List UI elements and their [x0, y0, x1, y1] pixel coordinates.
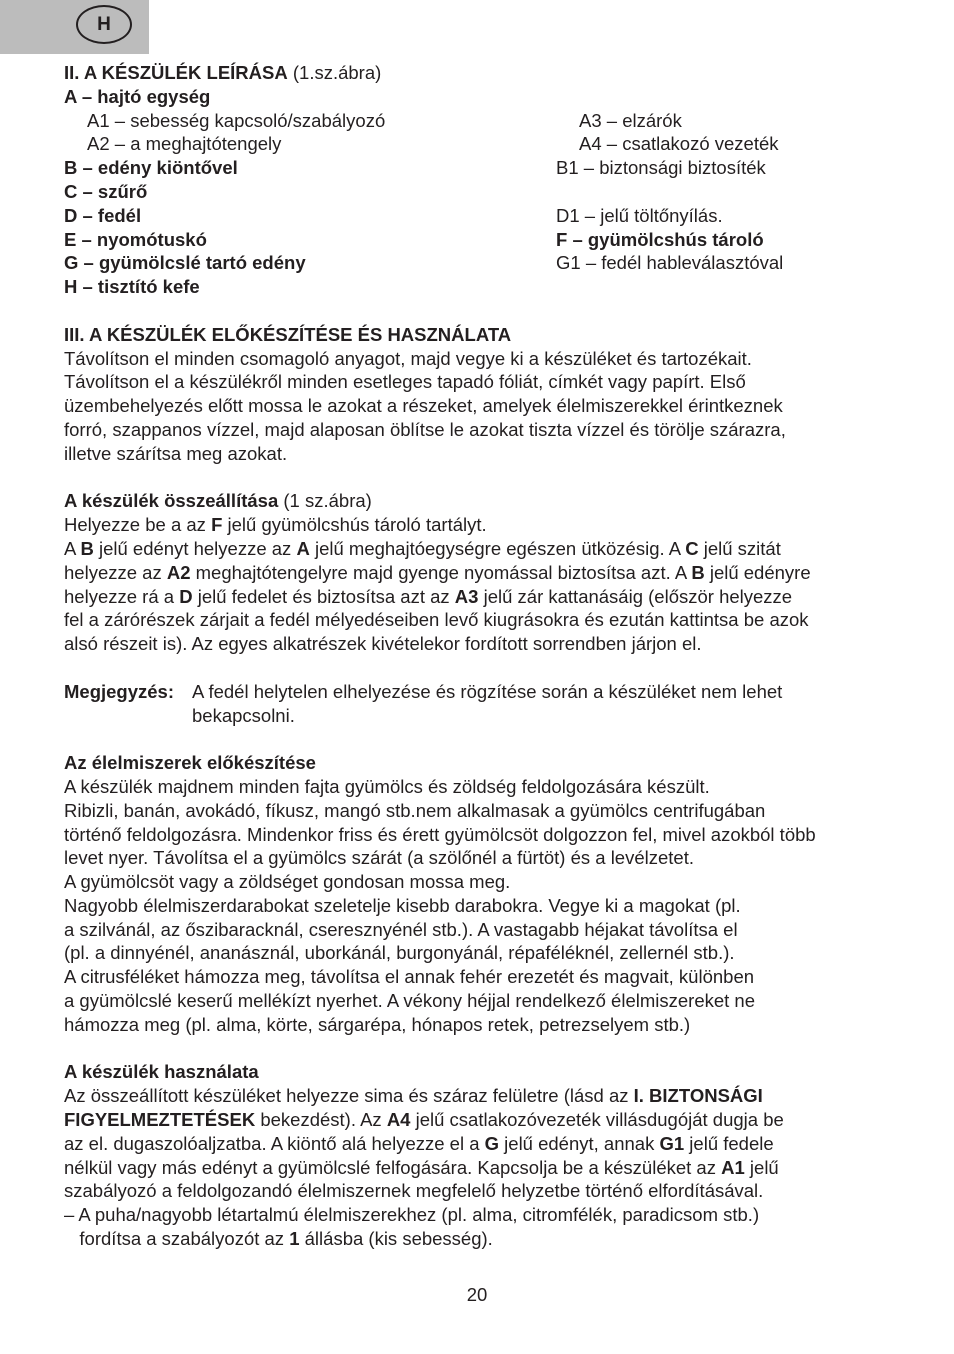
food-prep-line: a szilvánál, az őszibaracknál, cseresznyénél stb.). A vastagabb héjakat távolítsa el — [64, 918, 738, 940]
part-label-left: A2 – a meghajtótengely — [87, 133, 282, 155]
part-label-right: B1 – biztonsági biztosíték — [556, 157, 766, 179]
food-prep-line: a gyümölcslé keserű mellékízt nyerhet. A vékony héjjal rendelkező élelmiszereket ne — [64, 990, 756, 1012]
part-label-left: A – hajtó egység — [64, 85, 211, 107]
text-segment: jelű edényre — [704, 561, 811, 583]
section3-line: üzembehelyezés előtt mossa le azokat a részeket, amelyek élelmiszerekkel érintkeznek — [64, 395, 783, 417]
page-number: 20 — [466, 1284, 488, 1305]
bold-ref: A2 — [166, 561, 191, 583]
text-segment: jelű szitát — [698, 537, 781, 559]
food-prep-paragraph — [64, 775, 904, 1037]
text-segment: fel a zárórészek zárjait a fedél mélyedéseiben levő kiugrásokra és ezután kattintsa be azok — [64, 609, 809, 631]
text-segment: helyezze az — [64, 561, 167, 583]
parts-row — [64, 180, 904, 204]
text-segment: bekezdést). Az — [255, 1109, 387, 1131]
parts-row — [64, 204, 904, 228]
part-label-left: E – nyomótuskó — [64, 228, 207, 250]
text-segment: jelű zár kattanásáig (először helyezze — [478, 585, 793, 607]
usage-line — [64, 1132, 904, 1156]
assembly-line — [64, 561, 904, 585]
text-segment: jelű edényt helyezze az — [93, 537, 297, 559]
text-segment: nélkül vagy más edényt a gyümölcslé felfogására. Kapcsolja be a készüléket az — [64, 1156, 722, 1178]
bold-ref: 1 — [289, 1228, 300, 1250]
parts-list — [64, 85, 904, 299]
note-line: A fedél helytelen elhelyezése és rögzítése során a készüléket nem lehet — [192, 680, 783, 702]
bold-ref: I. BIZTONSÁGI — [633, 1085, 763, 1107]
usage-paragraph — [64, 1084, 904, 1251]
bold-ref: F — [211, 514, 223, 536]
section3-line: Távolítson el minden csomagoló anyagot, majd vegye ki a készüléket és tartozékait. — [64, 347, 752, 369]
assembly-line — [64, 585, 904, 609]
usage-title: A készülék használata — [64, 1061, 259, 1083]
text-segment: jelű edényt, annak — [499, 1132, 660, 1154]
part-label-left: H – tisztító kefe — [64, 276, 200, 298]
usage-line — [64, 1084, 904, 1108]
part-label-right: A4 – csatlakozó vezeték — [579, 133, 779, 155]
part-label-left: G – gyümölcslé tartó edény — [64, 252, 306, 274]
bold-ref: A3 — [454, 585, 479, 607]
text-segment: jelű fedele — [684, 1132, 774, 1154]
section2-title — [64, 61, 904, 85]
usage-line — [64, 1179, 904, 1203]
food-prep-line: levet nyer. Távolítsa el a gyümölcs szárát (a szölőnél a fürtöt) és a levélzetet. — [64, 847, 694, 869]
section3-paragraph — [64, 347, 904, 466]
part-label-right: F – gyümölcshús tároló — [556, 228, 764, 250]
note-label: Megjegyzés: — [64, 680, 175, 702]
section2-title-text: II. A KÉSZÜLÉK LEÍRÁSA — [64, 62, 288, 83]
bold-ref: A1 — [721, 1156, 745, 1178]
food-prep-line: történő feldolgozásra. Mindenkor friss és érett gyümölcsöt dolgozzon fel, mivel azokból több — [64, 823, 816, 845]
text-segment: alsó részeit is). Az egyes alkatrészek kivételekor fordított sorrendben járjon el. — [64, 633, 702, 655]
parts-row — [64, 275, 904, 299]
section2-title-ref: (1.sz.ábra) — [287, 62, 382, 83]
food-prep-line: A citrusféléket hámozza meg, távolítsa el annak fehér erezetét és magvait, különben — [64, 966, 755, 988]
bold-ref: FIGYELMEZTETÉSEK — [64, 1109, 256, 1131]
parts-row — [64, 228, 904, 252]
usage-line — [64, 1156, 904, 1180]
bold-ref: G1 — [659, 1132, 685, 1154]
usage-line — [64, 1108, 904, 1132]
bold-ref: B — [80, 537, 94, 559]
text-segment: jelű csatlakozóvezeték villásdugóját dugja be — [410, 1109, 784, 1131]
usage-line — [64, 1203, 904, 1227]
assembly-line — [64, 537, 904, 561]
food-prep-line: (pl. a dinnyénél, ananásznál, uborkánál, burgonyánál, répaféléknél, zellernél stb.). — [64, 942, 735, 964]
food-prep-line: A készülék majdnem minden fajta gyümölcs és zöldség feldolgozására készült. — [64, 775, 710, 797]
food-prep-title: Az élelmiszerek előkészítése — [64, 752, 316, 774]
language-tab — [0, 0, 149, 54]
part-label-right: G1 – fedél hableválasztóval — [556, 252, 784, 274]
text-segment: Az összeállított készüléket helyezze sima és száraz felületre (lásd az — [64, 1085, 634, 1107]
bold-ref: A — [296, 537, 310, 559]
page-content — [64, 61, 904, 1251]
parts-row — [64, 85, 904, 109]
part-label-left: A1 – sebesség kapcsoló/szabályozó — [87, 109, 386, 131]
text-segment: – A puha/nagyobb létartalmú élelmiszerekhez (pl. alma, citromfélék, paradicsom stb.) — [64, 1204, 760, 1226]
part-label-right: A3 – elzárók — [579, 109, 682, 131]
bold-ref: D — [179, 585, 193, 607]
text-segment: jelű fedelet és biztosítsa azt az — [192, 585, 455, 607]
parts-row — [64, 251, 904, 275]
assembly-title — [64, 489, 904, 513]
text-segment: jelű meghajtóegységre egészen ütközésig. A — [309, 537, 686, 559]
bold-ref: A4 — [386, 1109, 411, 1131]
assembly-line — [64, 513, 904, 537]
text-segment: fordítsa a szabályozót az — [64, 1228, 290, 1250]
assembly-line — [64, 608, 904, 632]
bold-ref: B — [691, 561, 705, 583]
parts-row — [64, 132, 904, 156]
bold-ref: G — [484, 1132, 500, 1154]
assembly-paragraph — [64, 513, 904, 656]
food-prep-line: hámozza meg (pl. alma, körte, sárgarépa, hónapos retek, petrezselyem stb.) — [64, 1013, 691, 1035]
assembly-title-text: A készülék összeállítása — [64, 490, 279, 512]
part-label-left: D – fedél — [64, 204, 142, 226]
assembly-title-ref: (1 sz.ábra) — [278, 490, 372, 512]
text-segment: A — [64, 537, 81, 559]
food-prep-line: A gyümölcsöt vagy a zöldséget gondosan mossa meg. — [64, 871, 511, 893]
food-prep-line: Ribizli, banán, avokádó, fíkusz, mangó stb.nem alkalmasak a gyümölcs centrifugában — [64, 799, 766, 821]
text-segment: az el. dugaszolóaljzatba. A kiöntő alá helyezze el a — [64, 1132, 485, 1154]
note-line: bekapcsolni. — [192, 704, 295, 726]
part-label-right: D1 – jelű töltőnyílás. — [556, 204, 723, 226]
parts-row — [64, 156, 904, 180]
assembly-line — [64, 632, 904, 656]
text-segment: szabályozó a feldolgozandó élelmiszernek megfelelő helyzetbe történő elfordításával. — [64, 1180, 764, 1202]
text-segment: Helyezze be a az — [64, 514, 212, 536]
text-segment: jelű gyümölcshús tároló tartályt. — [222, 514, 487, 536]
parts-row — [64, 109, 904, 133]
part-label-left: B – edény kiöntővel — [64, 157, 238, 179]
section3-title: III. A KÉSZÜLÉK ELŐKÉSZÍTÉSE ÉS HASZNÁLATA — [64, 323, 512, 345]
text-segment: állásba (kis sebesség). — [299, 1228, 493, 1250]
text-segment: jelű — [744, 1156, 779, 1178]
text-segment: helyezze rá a — [64, 585, 180, 607]
bold-ref: C — [685, 537, 699, 559]
section3-line: Távolítson el a készülékről minden esetleges tapadó fóliát, címkét vagy papírt. Első — [64, 371, 746, 393]
language-badge: H — [76, 5, 132, 44]
part-label-left: C – szűrő — [64, 180, 148, 202]
note-block — [64, 680, 904, 728]
food-prep-line: Nagyobb élelmiszerdarabokat szeletelje kisebb darabokra. Vegye ki a magokat (pl. — [64, 894, 741, 916]
usage-line — [64, 1227, 904, 1251]
section3-line: forró, szappanos vízzel, majd alaposan öblítse le azokat tiszta vízzel és törölje szárazra, — [64, 418, 786, 440]
section3-line: illetve szárítsa meg azokat. — [64, 442, 288, 464]
text-segment: meghajtótengelyre majd gyenge nyomással biztosítsa azt. A — [190, 561, 692, 583]
